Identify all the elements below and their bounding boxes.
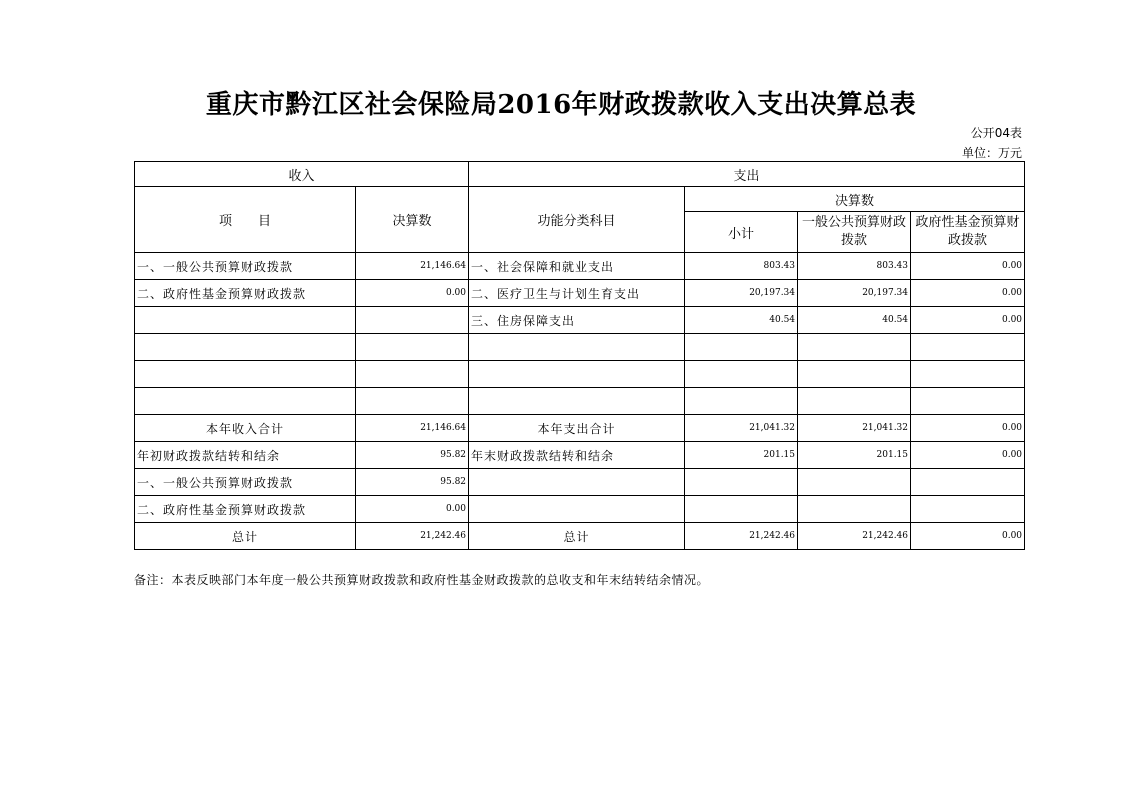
table-row bbox=[135, 307, 1025, 334]
expense-header: 支出 bbox=[469, 162, 1025, 187]
income-value bbox=[356, 307, 469, 334]
income-label: 二、政府性基金预算财政拨款 bbox=[135, 496, 356, 523]
table-row bbox=[135, 469, 1025, 496]
expense-label: 二、医疗卫生与计划生育支出 bbox=[469, 280, 685, 307]
income-label: 本年收入合计 bbox=[135, 415, 356, 442]
gov-fund-value bbox=[911, 469, 1025, 496]
subtotal-value bbox=[685, 388, 798, 415]
income-label bbox=[135, 334, 356, 361]
item-header: 项 目 bbox=[135, 187, 356, 253]
table-row bbox=[135, 280, 1025, 307]
expense-label: 一、社会保障和就业支出 bbox=[469, 253, 685, 280]
footnote: 备注：本表反映部门本年度一般公共预算财政拨款和政府性基金财政拨款的总收支和年末结转结余情况。 bbox=[134, 573, 710, 587]
unit-label: 单位：万元 bbox=[961, 146, 1022, 160]
income-label: 二、政府性基金预算财政拨款 bbox=[135, 280, 356, 307]
budget-table bbox=[134, 161, 1025, 550]
income-value: 95.82 bbox=[356, 469, 469, 496]
income-label bbox=[135, 307, 356, 334]
gov-fund-value: 0.00 bbox=[911, 307, 1025, 334]
general-budget-value: 20,197.34 bbox=[798, 280, 911, 307]
expense-label: 总计 bbox=[469, 523, 685, 550]
general-budget-value: 21,041.32 bbox=[798, 415, 911, 442]
general-budget-value: 201.15 bbox=[798, 442, 911, 469]
table-row bbox=[135, 388, 1025, 415]
table-row bbox=[135, 253, 1025, 280]
gov-fund-value bbox=[911, 496, 1025, 523]
table-row-income-total bbox=[135, 415, 1025, 442]
form-number: 公开04表 bbox=[970, 126, 1022, 140]
header-row-2 bbox=[135, 187, 1025, 212]
income-value: 21,146.64 bbox=[356, 415, 469, 442]
gov-fund-header: 政府性基金预算财政拨款 bbox=[911, 212, 1025, 253]
gov-fund-value: 0.00 bbox=[911, 253, 1025, 280]
table-row bbox=[135, 334, 1025, 361]
gov-fund-value: 0.00 bbox=[911, 415, 1025, 442]
expense-label bbox=[469, 469, 685, 496]
subtotal-value: 21,041.32 bbox=[685, 415, 798, 442]
subtotal-value: 201.15 bbox=[685, 442, 798, 469]
general-budget-value: 803.43 bbox=[798, 253, 911, 280]
general-budget-value: 40.54 bbox=[798, 307, 911, 334]
income-label: 总计 bbox=[135, 523, 356, 550]
gov-fund-value: 0.00 bbox=[911, 280, 1025, 307]
general-budget-value bbox=[798, 469, 911, 496]
income-value: 0.00 bbox=[356, 496, 469, 523]
subtotal-value bbox=[685, 469, 798, 496]
expense-label: 三、住房保障支出 bbox=[469, 307, 685, 334]
income-label bbox=[135, 361, 356, 388]
income-label bbox=[135, 388, 356, 415]
gov-fund-value: 0.00 bbox=[911, 523, 1025, 550]
expense-label bbox=[469, 334, 685, 361]
general-budget-value bbox=[798, 334, 911, 361]
func-category-header: 功能分类科目 bbox=[469, 187, 685, 253]
budget-amount-header: 决算数 bbox=[356, 187, 469, 253]
subtotal-value: 40.54 bbox=[685, 307, 798, 334]
income-value bbox=[356, 388, 469, 415]
subtotal-header: 小计 bbox=[685, 212, 798, 253]
income-header: 收入 bbox=[135, 162, 469, 187]
income-value bbox=[356, 361, 469, 388]
income-value: 95.82 bbox=[356, 442, 469, 469]
income-value: 21,146.64 bbox=[356, 253, 469, 280]
income-value bbox=[356, 334, 469, 361]
expense-label bbox=[469, 496, 685, 523]
gov-fund-value bbox=[911, 388, 1025, 415]
subtotal-value: 803.43 bbox=[685, 253, 798, 280]
general-budget-value bbox=[798, 361, 911, 388]
gov-fund-value bbox=[911, 361, 1025, 388]
subtotal-value bbox=[685, 334, 798, 361]
subtotal-value bbox=[685, 496, 798, 523]
budget-amount2-header: 决算数 bbox=[685, 187, 1025, 212]
income-value: 21,242.46 bbox=[356, 523, 469, 550]
page-title: 重庆市黔江区社会保险局2016年财政拨款收入支出决算总表 bbox=[205, 90, 917, 120]
table-row bbox=[135, 496, 1025, 523]
income-label: 一、一般公共预算财政拨款 bbox=[135, 469, 356, 496]
header-row-1 bbox=[135, 162, 1025, 187]
income-label: 年初财政拨款结转和结余 bbox=[135, 442, 356, 469]
general-budget-value: 21,242.46 bbox=[798, 523, 911, 550]
table-row bbox=[135, 442, 1025, 469]
expense-label bbox=[469, 388, 685, 415]
expense-label: 本年支出合计 bbox=[469, 415, 685, 442]
expense-label: 年末财政拨款结转和结余 bbox=[469, 442, 685, 469]
subtotal-value bbox=[685, 361, 798, 388]
gov-fund-value: 0.00 bbox=[911, 442, 1025, 469]
income-label: 一、一般公共预算财政拨款 bbox=[135, 253, 356, 280]
subtotal-value: 20,197.34 bbox=[685, 280, 798, 307]
table-row bbox=[135, 361, 1025, 388]
subtotal-value: 21,242.46 bbox=[685, 523, 798, 550]
general-budget-header: 一般公共预算财政拨款 bbox=[798, 212, 911, 253]
income-value: 0.00 bbox=[356, 280, 469, 307]
general-budget-value bbox=[798, 388, 911, 415]
gov-fund-value bbox=[911, 334, 1025, 361]
table-row-grand-total bbox=[135, 523, 1025, 550]
general-budget-value bbox=[798, 496, 911, 523]
expense-label bbox=[469, 361, 685, 388]
